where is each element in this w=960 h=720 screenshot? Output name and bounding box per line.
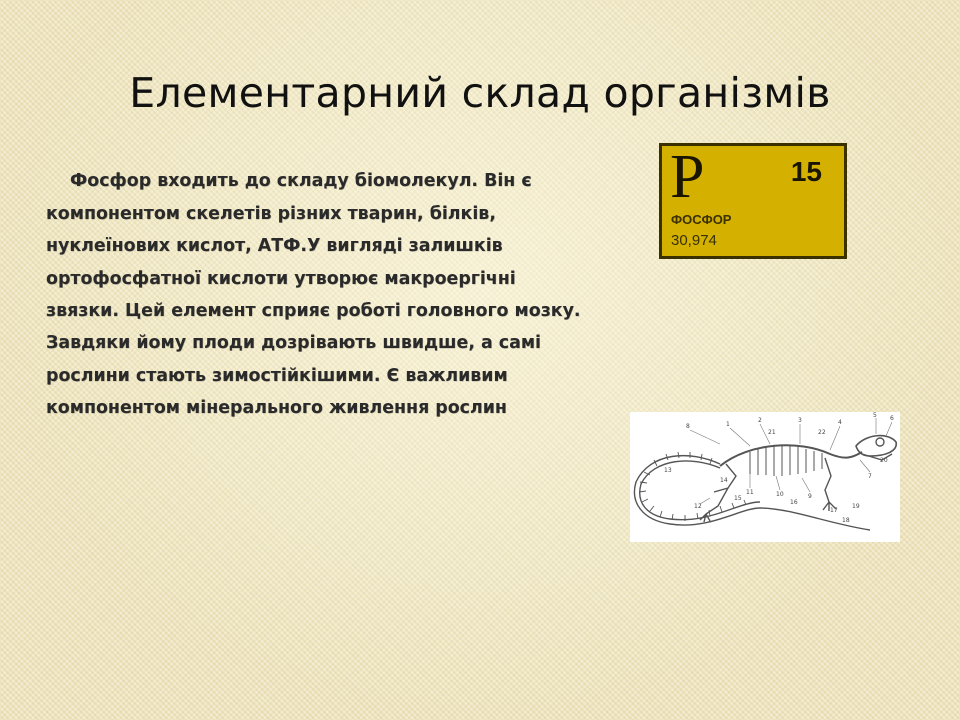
- lizard-skeleton-image: [630, 412, 900, 542]
- skeleton-label: 5: [873, 412, 877, 419]
- skeleton-label: 1: [726, 421, 730, 428]
- skeleton-label: 8: [686, 423, 690, 430]
- slide-title: Елементарний склад організмів: [129, 69, 831, 118]
- skeleton-label: 17: [830, 507, 838, 514]
- skeleton-label: 3: [798, 417, 802, 424]
- skeleton-label: 15: [734, 495, 742, 502]
- skeleton-labels: [664, 412, 894, 524]
- skeleton-label: 18: [842, 517, 850, 524]
- lizard-skeleton-drawing: [630, 412, 900, 542]
- skeleton-label: 14: [720, 477, 728, 484]
- atomic-number: 15: [790, 156, 822, 187]
- skeleton-label: 12: [694, 503, 702, 510]
- atomic-mass: 30,974: [671, 232, 717, 249]
- skeleton-label: 11: [746, 489, 754, 496]
- skeleton-label: 2: [758, 417, 762, 424]
- element-symbol: P: [670, 143, 705, 211]
- body-text: Фосфор входить до складу біомолекул. Він є компонентом скелетів різних тварин, білків, нуклеїнових кислот, АТФ.У вигляді залишків ортофосфатної кислоти утворює макроергічні звязки. Цей елемент сприяє роботі головного мозку. Завдяки йому плоди дозрівають швидше, а самі рослини стають зимостійкішими. Є важливим компонентом мінерального живлення рослин: [46, 171, 581, 419]
- skeleton-label: 13: [664, 467, 672, 474]
- skeleton-label: 7: [868, 473, 872, 480]
- skeleton-label: 20: [880, 457, 888, 464]
- skeleton-label: 9: [808, 493, 812, 500]
- element-name: ФОСФОР: [671, 212, 732, 227]
- phosphorus-element-card: [659, 143, 847, 259]
- skeleton-label: 16: [790, 499, 798, 506]
- skeleton-label: 19: [852, 503, 860, 510]
- skeleton-label: 10: [776, 491, 784, 498]
- skeleton-label: 21: [768, 429, 776, 436]
- skeleton-label: 6: [890, 415, 894, 422]
- skeleton-label: 22: [818, 429, 826, 436]
- skeleton-label: 4: [838, 419, 842, 426]
